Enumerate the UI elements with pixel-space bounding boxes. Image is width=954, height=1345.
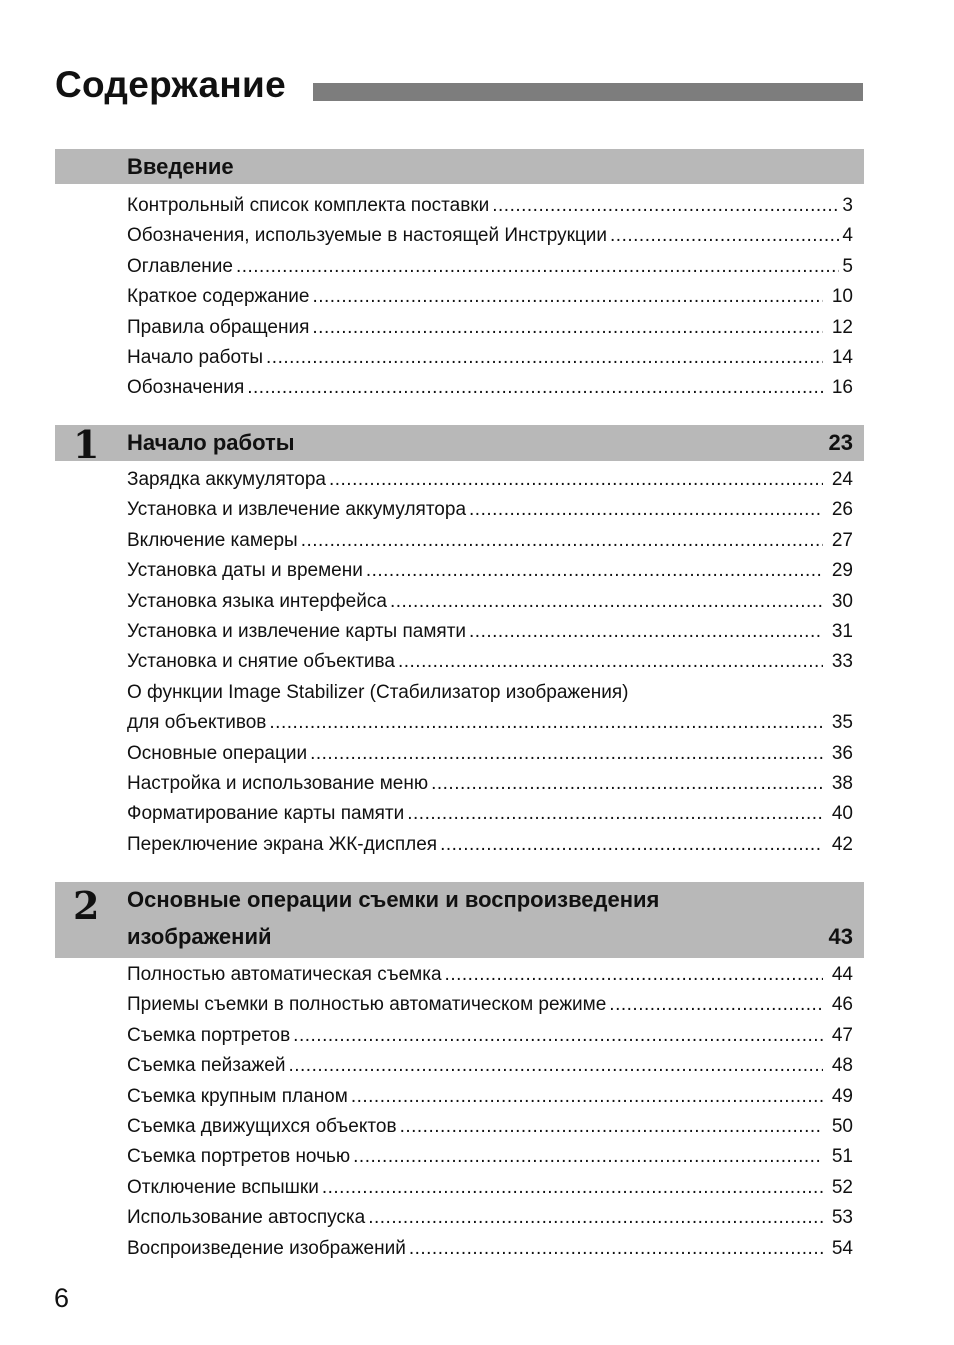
toc-entry[interactable] (127, 1055, 853, 1085)
toc-entry-label: Основные операции (127, 742, 308, 764)
toc-entry-page: 48 (831, 1055, 853, 1077)
leader-dots (351, 1086, 823, 1108)
section-header-introduction[interactable] (55, 149, 864, 184)
toc-entry[interactable] (127, 560, 853, 590)
toc-entry-label: Краткое содержание (127, 286, 310, 308)
toc-entry-page: 40 (831, 803, 853, 825)
toc-entry-label: Установка и снятие объектива (127, 651, 395, 673)
toc-entry-page: 4 (842, 225, 853, 247)
page-number: 6 (54, 1283, 70, 1313)
toc-entry-label: Обозначения, используемые в настоящей Инструкции (127, 225, 608, 247)
toc-entry[interactable] (127, 1177, 853, 1207)
toc-entry-label: Полностью автоматическая съемка (127, 964, 442, 985)
toc-entry[interactable] (127, 994, 853, 1024)
toc-entry-page: 3 (842, 195, 853, 216)
toc-entry-label: Настройка и использование меню (127, 772, 429, 794)
toc-entry-page: 24 (831, 469, 853, 490)
toc-entry-label: Съемка движущихся объектов (127, 1115, 397, 1137)
toc-entry-label: для объективов (127, 712, 267, 734)
toc-entry-label: Отключение вспышки (127, 1176, 319, 1198)
toc-entry-label: Переключение экрана ЖК-дисплея (127, 833, 438, 855)
toc-entry[interactable] (127, 834, 853, 864)
toc-entry[interactable] (127, 773, 853, 803)
section-title-line-1: Основные операции съемки и воспроизведения (127, 887, 660, 912)
section-title: Начало работы (127, 430, 295, 455)
toc-entry[interactable] (127, 1146, 853, 1176)
toc-entry-label: Съемка портретов (127, 1024, 291, 1046)
leader-dots (266, 347, 823, 369)
toc-entry-page: 47 (831, 1024, 853, 1046)
toc-entry-label: Включение камеры (127, 529, 298, 551)
toc-list-chapter-1 (127, 469, 853, 864)
toc-entry-label: Съемка крупным планом (127, 1085, 348, 1107)
toc-entry-page: 42 (831, 833, 853, 855)
toc-entry[interactable] (127, 1238, 853, 1268)
leader-dots (322, 1177, 823, 1199)
leader-dots (353, 1146, 823, 1168)
toc-entry[interactable] (127, 712, 853, 742)
toc-entry-page: 27 (831, 529, 853, 551)
toc-entry[interactable] (127, 1116, 853, 1146)
toc-entry-page: 53 (831, 1207, 853, 1229)
leader-dots (398, 651, 823, 673)
toc-entry-label: Контрольный список комплекта поставки (127, 195, 490, 216)
toc-entry-page: 12 (831, 316, 853, 338)
leader-dots (390, 591, 823, 613)
leader-dots (236, 256, 839, 278)
toc-entry-page: 16 (831, 377, 853, 399)
toc-entry-page: 33 (831, 651, 853, 673)
leader-dots (609, 994, 823, 1016)
toc-entry-page: 51 (831, 1146, 853, 1168)
leader-dots (269, 712, 823, 734)
toc-entry[interactable] (127, 225, 853, 255)
title-rule (313, 83, 863, 101)
toc-entry-label: Съемка портретов ночью (127, 1146, 351, 1168)
leader-dots (407, 803, 823, 825)
toc-entry-page: 46 (831, 994, 853, 1016)
leader-dots (445, 964, 823, 986)
toc-list-chapter-2 (127, 964, 853, 1268)
toc-entry-label: Форматирование карты памяти (127, 803, 405, 825)
toc-entry-label: Установка языка интерфейса (127, 590, 387, 612)
toc-entry-label: Оглавление (127, 255, 233, 277)
toc-entry[interactable] (127, 499, 853, 529)
toc-entry-page: 26 (831, 499, 853, 521)
leader-dots (610, 225, 839, 247)
leader-dots (301, 530, 823, 552)
section-header-chapter-1[interactable] (55, 422, 864, 467)
leader-dots (288, 1055, 823, 1077)
toc-entry[interactable] (127, 621, 853, 651)
toc-entry[interactable] (127, 195, 853, 225)
toc-entry[interactable] (127, 256, 853, 286)
leader-dots (293, 1025, 823, 1047)
toc-entry-page: 44 (831, 964, 853, 985)
toc-list-introduction (127, 195, 853, 408)
toc-entry-label: Установка и извлечение карты памяти (127, 620, 467, 642)
section-header-chapter-2[interactable] (55, 882, 864, 958)
toc-entry-page: 10 (831, 286, 853, 308)
section-page: 23 (828, 430, 853, 455)
toc-entry-label: Зарядка аккумулятора (127, 469, 326, 490)
toc-entry-multiline-start[interactable] (127, 682, 853, 712)
leader-dots (431, 773, 823, 795)
toc-entry-label: Приемы съемки в полностью автоматическом режиме (127, 994, 607, 1016)
toc-entry[interactable] (127, 530, 853, 560)
toc-entry-label: Съемка пейзажей (127, 1055, 286, 1077)
toc-entry-page: 35 (831, 712, 853, 734)
toc-entry[interactable] (127, 651, 853, 681)
toc-entry-page: 29 (831, 560, 853, 582)
leader-dots (409, 1238, 823, 1260)
section-page: 43 (828, 924, 853, 949)
leader-dots (492, 195, 839, 217)
toc-entry[interactable] (127, 1086, 853, 1116)
toc-entry-page: 31 (831, 620, 853, 642)
leader-dots (366, 560, 823, 582)
toc-entry-page: 50 (831, 1115, 853, 1137)
toc-entry[interactable] (127, 286, 853, 316)
toc-entry-page: 52 (831, 1176, 853, 1198)
toc-entry[interactable] (127, 1025, 853, 1055)
toc-entry-page: 30 (831, 590, 853, 612)
toc-entry[interactable] (127, 377, 853, 407)
toc-entry-page: 36 (831, 742, 853, 764)
section-title-line-2: изображений (127, 924, 272, 949)
chapter-number: 2 (73, 883, 100, 928)
toc-entry[interactable] (127, 317, 853, 347)
leader-dots (368, 1207, 823, 1229)
toc-entry[interactable] (127, 469, 853, 499)
leader-dots (469, 621, 823, 643)
toc-entry-label: Правила обращения (127, 316, 310, 338)
toc-entry-page: 49 (831, 1085, 853, 1107)
leader-dots (310, 743, 823, 765)
leader-dots (329, 469, 823, 491)
toc-entry[interactable] (127, 743, 853, 773)
leader-dots (247, 377, 823, 399)
toc-entry-page: 38 (831, 772, 853, 794)
toc-entry-page: 54 (831, 1237, 853, 1259)
leader-dots (469, 499, 823, 521)
toc-entry-label: Воспроизведение изображений (127, 1237, 406, 1259)
chapter-number: 1 (73, 422, 100, 467)
toc-entry[interactable] (127, 591, 853, 621)
leader-dots (440, 834, 823, 856)
toc-entry-label: Установка и извлечение аккумулятора (127, 499, 467, 521)
leader-dots (312, 317, 823, 339)
section-title: Введение (127, 154, 234, 179)
toc-entry-label: Обозначения (127, 377, 245, 399)
page-title: Содержание (55, 64, 286, 105)
toc-entry-label: Установка даты и времени (127, 560, 363, 582)
toc-entry[interactable] (127, 347, 853, 377)
toc-entry-label: О функции Image Stabilizer (Стабилизатор изображения) (127, 681, 629, 703)
toc-entry-label: Использование автоспуска (127, 1207, 366, 1229)
toc-entry-label: Начало работы (127, 346, 264, 368)
toc-entry-page: 5 (842, 255, 853, 277)
toc-entry-page: 14 (831, 346, 853, 368)
leader-dots (312, 286, 823, 308)
toc-entry[interactable] (127, 964, 853, 994)
toc-entry[interactable] (127, 1207, 853, 1237)
leader-dots (400, 1116, 823, 1138)
toc-entry[interactable] (127, 803, 853, 833)
